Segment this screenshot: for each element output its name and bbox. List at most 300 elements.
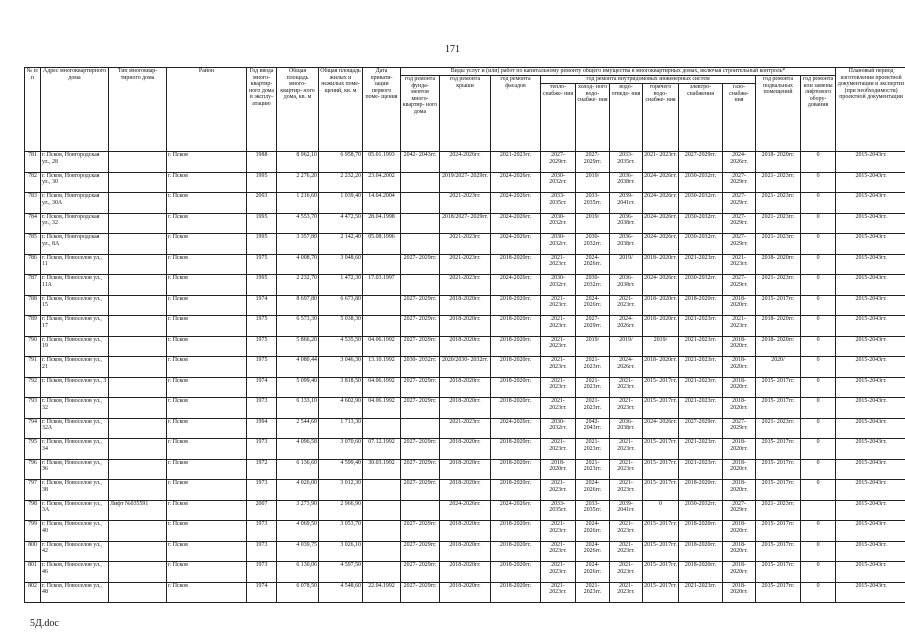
cell-year: 2003	[247, 193, 277, 214]
cell-number: 801	[25, 562, 41, 583]
cell-residential-area: 2 966,90	[319, 500, 363, 521]
cell-privatization-date: 04.06.1992	[363, 398, 401, 419]
cell-year: 1973	[247, 398, 277, 419]
cell-facade: 2018-2020гг.	[491, 480, 541, 501]
cell-privatization-date	[363, 500, 401, 521]
cell-district: г. Псков	[167, 152, 247, 173]
cell-total-area: 8 697,80	[277, 295, 319, 316]
cell-roof: 2020/2030- 2032гг.	[440, 357, 491, 378]
cell-sewer: 2039- 2041гг.	[610, 500, 643, 521]
cell-privatization-date: 05.01.1993	[363, 152, 401, 173]
cell-basement: 2021- 2023гг.	[756, 193, 801, 214]
table-row	[25, 377, 905, 398]
cell-heat: 2030- 2032гг.	[541, 418, 576, 439]
cell-roof: 2021-2023гг.	[440, 254, 491, 275]
cell-gas: 2018- 2020гг.	[723, 582, 756, 603]
cell-type	[109, 152, 167, 173]
cell-facade: 2018-2020гг.	[491, 377, 541, 398]
header-sewer: водо- отведе- ния	[610, 84, 643, 152]
cell-year: 1973	[247, 541, 277, 562]
cell-year: 1974	[247, 582, 277, 603]
cell-facade: 2024-2026гг.	[491, 234, 541, 255]
cell-address: г. Псков, Новоселов ул., 3	[41, 377, 109, 398]
footer-filename: 5Д.doc	[30, 618, 59, 629]
cell-plan-period: 2015-2043гг.	[836, 172, 905, 193]
table-row	[25, 500, 905, 521]
cell-sewer: 2021- 2023гг.	[610, 398, 643, 419]
cell-number: 787	[25, 275, 41, 296]
cell-number: 798	[25, 500, 41, 521]
cell-lift: 0	[801, 336, 836, 357]
cell-cold-water: 2030- 2032гг.	[576, 234, 610, 255]
cell-heat: 2021- 2023гг.	[541, 254, 576, 275]
cell-roof: 2018/2027- 2029гг.	[440, 213, 491, 234]
header-engineering-systems: год ремонта внутридомовых инженерных систем	[541, 76, 756, 84]
cell-basement: 2015- 2017гг.	[756, 398, 801, 419]
cell-lift: 0	[801, 295, 836, 316]
cell-hot-water: 2015- 2017гг.	[643, 459, 679, 480]
cell-roof: 2018-2020гг.	[440, 316, 491, 337]
cell-sewer: 2019/	[610, 254, 643, 275]
cell-gas: 2027- 2029гг.	[723, 500, 756, 521]
cell-total-area: 2 276,20	[277, 172, 319, 193]
cell-year: 2007	[247, 500, 277, 521]
cell-number: 793	[25, 398, 41, 419]
cell-hot-water: 2018- 2020гг.	[643, 295, 679, 316]
cell-type	[109, 439, 167, 460]
table-row	[25, 562, 905, 583]
cell-number: 794	[25, 418, 41, 439]
cell-sewer: 2033- 2035гг.	[610, 152, 643, 173]
cell-year: 1974	[247, 295, 277, 316]
cell-number: 788	[25, 295, 41, 316]
cell-address: г. Псков, Новгородская ул., 8А	[41, 234, 109, 255]
cell-plan-period: 2015-2043гг.	[836, 500, 905, 521]
cell-hot-water: 2015- 2017гг.	[643, 562, 679, 583]
cell-lift: 0	[801, 213, 836, 234]
cell-cold-water: 2021- 2023гг.	[576, 439, 610, 460]
cell-district: г. Псков	[167, 562, 247, 583]
cell-year: 1988	[247, 152, 277, 173]
cell-district: г. Псков	[167, 193, 247, 214]
cell-facade: 2018-2020гг.	[491, 562, 541, 583]
cell-basement: 2015- 2017гг.	[756, 377, 801, 398]
cell-gas: 2018- 2020гг.	[723, 295, 756, 316]
cell-heat: 2030- 2032гг.	[541, 234, 576, 255]
cell-roof: 2018-2020гг.	[440, 459, 491, 480]
cell-district: г. Псков	[167, 582, 247, 603]
cell-heat: 2033- 2035гг.	[541, 193, 576, 214]
cell-privatization-date: 04.06.1992	[363, 336, 401, 357]
cell-privatization-date	[363, 418, 401, 439]
header-basement: год ремонта подвальных помещений	[756, 76, 801, 152]
cell-gas: 2024- 2026гг.	[723, 152, 756, 173]
cell-total-area: 4 096,58	[277, 439, 319, 460]
cell-roof: 2018-2020гг.	[440, 398, 491, 419]
cell-electric: 2018-2020гг.	[679, 295, 723, 316]
header-total-area: Общая площадь много- квартир- ного дома, кв. м	[277, 68, 319, 152]
cell-number: 802	[25, 582, 41, 603]
cell-year: 1973	[247, 439, 277, 460]
cell-hot-water: 2018- 2020гг.	[643, 254, 679, 275]
cell-privatization-date: 05.08.1996	[363, 234, 401, 255]
cell-roof: 2021-2023гг.	[440, 418, 491, 439]
cell-privatization-date	[363, 316, 401, 337]
cell-total-area: 6 078,50	[277, 582, 319, 603]
cell-lift: 0	[801, 275, 836, 296]
cell-foundation: 2027- 2029гг.	[401, 295, 440, 316]
cell-sewer: 2021- 2023гг.	[610, 459, 643, 480]
cell-cold-water: 2024- 2026гг.	[576, 541, 610, 562]
cell-residential-area: 4 472,50	[319, 213, 363, 234]
cell-gas: 2027- 2029гг.	[723, 193, 756, 214]
cell-cold-water: 2024- 2026гг.	[576, 254, 610, 275]
header-facade: год ремонта фасадов	[491, 76, 541, 152]
cell-electric: 2021-2023гг.	[679, 377, 723, 398]
cell-electric: 2021-2023гг.	[679, 398, 723, 419]
cell-electric: 2030-2032гг.	[679, 234, 723, 255]
cell-facade: 2018-2020гг.	[491, 582, 541, 603]
cell-basement: 2021- 2023гг.	[756, 418, 801, 439]
cell-sewer: 2021- 2023гг.	[610, 295, 643, 316]
cell-year: 1974	[247, 377, 277, 398]
cell-address: г. Псков, Новоселов ул., 32	[41, 398, 109, 419]
cell-lift: 0	[801, 254, 836, 275]
cell-heat: 2021- 2023гг.	[541, 377, 576, 398]
cell-type	[109, 213, 167, 234]
cell-cold-water: 2024- 2026гг.	[576, 295, 610, 316]
cell-lift: 0	[801, 193, 836, 214]
cell-address: г. Псков, Новоселов ул., 46	[41, 562, 109, 583]
cell-address: г. Псков, Новоселов ул., 19	[41, 336, 109, 357]
cell-roof: 2021-2023гг.	[440, 275, 491, 296]
cell-basement: 2021- 2023гг.	[756, 234, 801, 255]
cell-foundation: 2027- 2029гг.	[401, 459, 440, 480]
cell-plan-period: 2015-2043гг.	[836, 377, 905, 398]
cell-lift: 0	[801, 398, 836, 419]
cell-address: г. Псков, Новгородская ул., 30А	[41, 193, 109, 214]
cell-foundation	[401, 500, 440, 521]
cell-cold-water: 2027- 2029гг.	[576, 316, 610, 337]
cell-privatization-date	[363, 562, 401, 583]
cell-gas: 2018- 2020гг.	[723, 541, 756, 562]
cell-basement: 2015- 2017гг.	[756, 541, 801, 562]
cell-district: г. Псков	[167, 172, 247, 193]
cell-facade: 2018-2020гг.	[491, 336, 541, 357]
cell-roof: 2024-2026гг.	[440, 152, 491, 173]
cell-lift: 0	[801, 541, 836, 562]
cell-type: Лифт №035591	[109, 500, 167, 521]
cell-number: 795	[25, 439, 41, 460]
cell-lift: 0	[801, 439, 836, 460]
cell-total-area: 2 232,70	[277, 275, 319, 296]
cell-total-area: 6 130,06	[277, 562, 319, 583]
table-header	[25, 68, 905, 152]
cell-cold-water: 2019/	[576, 336, 610, 357]
cell-cold-water: 2024- 2026гг.	[576, 562, 610, 583]
cell-total-area: 5 866,20	[277, 336, 319, 357]
cell-sewer: 2021- 2023гг.	[610, 541, 643, 562]
capital-repair-table-container	[24, 67, 905, 603]
cell-facade: 2018-2020гг.	[491, 295, 541, 316]
cell-district: г. Псков	[167, 213, 247, 234]
cell-roof: 2018-2020гг.	[440, 336, 491, 357]
cell-total-area: 4 553,70	[277, 213, 319, 234]
cell-facade: 2024-2026гг.	[491, 193, 541, 214]
cell-residential-area: 3 053,70	[319, 521, 363, 542]
cell-heat: 2021- 2023гг.	[541, 521, 576, 542]
header-residential-area: Общая площадь жилых и нежилых поме- щений, кв. м	[319, 68, 363, 152]
cell-plan-period: 2015-2043гг.	[836, 541, 905, 562]
cell-residential-area: 1 039,40	[319, 193, 363, 214]
cell-plan-period: 2015-2043гг.	[836, 275, 905, 296]
cell-hot-water: 2024- 2026гг.	[643, 172, 679, 193]
table-row	[25, 439, 905, 460]
cell-facade: 2018-2020гг.	[491, 357, 541, 378]
cell-plan-period: 2015-2043гг.	[836, 152, 905, 173]
cell-gas: 2027- 2029гг.	[723, 234, 756, 255]
cell-district: г. Псков	[167, 357, 247, 378]
cell-facade: 2018-2020гг.	[491, 459, 541, 480]
cell-foundation: 2030- 2032гг.	[401, 357, 440, 378]
cell-lift: 0	[801, 521, 836, 542]
header-privatization-date: Дата привати- зации первого поме- щения	[363, 68, 401, 152]
cell-number: 789	[25, 316, 41, 337]
cell-facade: 2018-2020гг.	[491, 316, 541, 337]
cell-foundation: 2027- 2029гг.	[401, 582, 440, 603]
cell-year: 1975	[247, 316, 277, 337]
cell-cold-water: 2024- 2026гг.	[576, 480, 610, 501]
cell-facade: 2018-2020гг.	[491, 521, 541, 542]
cell-number: 782	[25, 172, 41, 193]
cell-district: г. Псков	[167, 541, 247, 562]
cell-total-area: 4 008,70	[277, 254, 319, 275]
cell-electric: 2030-2032гг.	[679, 275, 723, 296]
cell-foundation	[401, 172, 440, 193]
cell-plan-period: 2015-2043гг.	[836, 562, 905, 583]
cell-roof: 2024-2026гг.	[440, 500, 491, 521]
cell-heat: 2030- 2032гг.	[541, 172, 576, 193]
cell-cold-water: 2019/	[576, 213, 610, 234]
cell-electric: 2030-2032гг.	[679, 500, 723, 521]
cell-facade: 2018-2020гг.	[491, 439, 541, 460]
cell-hot-water: 2024- 2026гг.	[643, 234, 679, 255]
cell-number: 799	[25, 521, 41, 542]
cell-roof: 2019/2027- 2029гг.	[440, 172, 491, 193]
cell-privatization-date: 23.04.2002	[363, 172, 401, 193]
cell-district: г. Псков	[167, 295, 247, 316]
cell-privatization-date: 14.04.2004	[363, 193, 401, 214]
cell-foundation: 2027- 2029гг.	[401, 336, 440, 357]
cell-privatization-date: 07.12.1992	[363, 439, 401, 460]
cell-facade: 2021-2023гг.	[491, 152, 541, 173]
cell-gas: 2018- 2020гг.	[723, 357, 756, 378]
cell-foundation: 2027- 2029гг.	[401, 562, 440, 583]
cell-type	[109, 398, 167, 419]
header-num: № п/п	[25, 68, 41, 152]
table-row	[25, 213, 905, 234]
cell-address: г. Псков, Новоселов ул., 36	[41, 459, 109, 480]
cell-number: 792	[25, 377, 41, 398]
cell-heat: 2021- 2023гг.	[541, 562, 576, 583]
cell-gas: 2018- 2020гг.	[723, 336, 756, 357]
cell-privatization-date: 28.04.1998	[363, 213, 401, 234]
table-row	[25, 152, 905, 173]
cell-type	[109, 295, 167, 316]
cell-sewer: 2039- 2041гг.	[610, 193, 643, 214]
cell-residential-area: 4 548,60	[319, 582, 363, 603]
cell-hot-water: 2015- 2017гг.	[643, 398, 679, 419]
cell-lift: 0	[801, 582, 836, 603]
cell-address: г. Псков, Новоселов ул., 15	[41, 295, 109, 316]
cell-residential-area: 3 818,50	[319, 377, 363, 398]
cell-year: 1972	[247, 459, 277, 480]
cell-foundation: 2027- 2029гг.	[401, 480, 440, 501]
cell-gas: 2018- 2020гг.	[723, 439, 756, 460]
cell-total-area: 4 039,75	[277, 541, 319, 562]
cell-foundation	[401, 275, 440, 296]
cell-foundation	[401, 193, 440, 214]
cell-plan-period: 2015-2043гг.	[836, 480, 905, 501]
cell-lift: 0	[801, 234, 836, 255]
cell-year: 1975	[247, 357, 277, 378]
cell-lift: 0	[801, 377, 836, 398]
cell-roof: 2018-2020гг.	[440, 541, 491, 562]
table-row	[25, 172, 905, 193]
cell-number: 783	[25, 193, 41, 214]
cell-lift: 0	[801, 357, 836, 378]
cell-lift: 0	[801, 152, 836, 173]
header-lift: год ремонта или замены лифтового обору- дования	[801, 76, 836, 152]
cell-plan-period: 2015-2043гг.	[836, 234, 905, 255]
cell-hot-water: 2015- 2017гг.	[643, 541, 679, 562]
cell-gas: 2018- 2020гг.	[723, 377, 756, 398]
cell-type	[109, 336, 167, 357]
cell-heat: 2018- 2020гг.	[541, 459, 576, 480]
cell-total-area: 6 133,10	[277, 398, 319, 419]
cell-sewer: 2036- 2038гг.	[610, 172, 643, 193]
cell-privatization-date	[363, 541, 401, 562]
cell-district: г. Псков	[167, 254, 247, 275]
cell-sewer: 2024- 2026гг.	[610, 357, 643, 378]
cell-year: 1975	[247, 336, 277, 357]
cell-heat: 2021- 2023гг.	[541, 439, 576, 460]
header-works-group: Виды услуг и (или) работ по капитальному ремонту общего имущества в многоквартирных домах, включая строительный контроль*	[401, 68, 836, 76]
cell-privatization-date	[363, 521, 401, 542]
cell-type	[109, 234, 167, 255]
cell-district: г. Псков	[167, 234, 247, 255]
cell-lift: 0	[801, 480, 836, 501]
cell-gas: 2027- 2029гг.	[723, 418, 756, 439]
cell-foundation: 2027- 2029гг.	[401, 521, 440, 542]
cell-hot-water: 2024- 2026гг.	[643, 213, 679, 234]
cell-residential-area: 2 232,20	[319, 172, 363, 193]
cell-total-area: 6 573,30	[277, 316, 319, 337]
cell-privatization-date	[363, 480, 401, 501]
header-hot-water: горячего водо- снабже- ния	[643, 84, 679, 152]
cell-privatization-date: 17.03.1997	[363, 275, 401, 296]
cell-total-area: 5 099,40	[277, 377, 319, 398]
cell-address: г. Псков, Новоселов ул., 21	[41, 357, 109, 378]
capital-repair-table	[24, 67, 905, 603]
cell-gas: 2018- 2020гг.	[723, 562, 756, 583]
cell-basement: 2015- 2017гг.	[756, 582, 801, 603]
cell-facade: 2018-2020гг.	[491, 398, 541, 419]
cell-facade: 2024-2026гг.	[491, 213, 541, 234]
cell-type	[109, 562, 167, 583]
cell-sewer: 2019/	[610, 336, 643, 357]
cell-privatization-date: 30.03.1992	[363, 459, 401, 480]
cell-cold-water: 2024- 2026гг.	[576, 521, 610, 542]
cell-facade: 2024-2026гг.	[491, 172, 541, 193]
cell-number: 797	[25, 480, 41, 501]
cell-gas: 2027- 2029гг.	[723, 172, 756, 193]
cell-gas: 2021- 2023гг.	[723, 254, 756, 275]
cell-year: 1975	[247, 254, 277, 275]
cell-sewer: 2036- 2038гг.	[610, 213, 643, 234]
cell-sewer: 2021- 2023гг.	[610, 521, 643, 542]
cell-facade: 2018-2020гг.	[491, 254, 541, 275]
cell-heat: 2021- 2023гг.	[541, 316, 576, 337]
cell-plan-period: 2015-2043гг.	[836, 439, 905, 460]
cell-roof: 2018-2020гг.	[440, 377, 491, 398]
cell-cold-water: 2027- 2029гг.	[576, 152, 610, 173]
header-cold-water: холод- ного водо- снабже- ния	[576, 84, 610, 152]
cell-type	[109, 541, 167, 562]
cell-gas: 2018- 2020гг.	[723, 480, 756, 501]
cell-privatization-date: 13.10.1992	[363, 357, 401, 378]
page-number: 171	[445, 44, 460, 55]
cell-number: 784	[25, 213, 41, 234]
cell-privatization-date	[363, 295, 401, 316]
cell-plan-period: 2015-2043гг.	[836, 459, 905, 480]
cell-lift: 0	[801, 459, 836, 480]
cell-type	[109, 582, 167, 603]
cell-electric: 2021-2023гг.	[679, 254, 723, 275]
cell-year: 1995	[247, 275, 277, 296]
table-row	[25, 295, 905, 316]
cell-cold-water: 2042- 2043гг.	[576, 418, 610, 439]
cell-foundation: 2027- 2029гг.	[401, 254, 440, 275]
cell-plan-period: 2015-2043гг.	[836, 398, 905, 419]
cell-hot-water: 2024- 2026гг.	[643, 193, 679, 214]
cell-total-area: 4 069,50	[277, 521, 319, 542]
cell-type	[109, 377, 167, 398]
cell-total-area: 8 962,10	[277, 152, 319, 173]
table-row	[25, 193, 905, 214]
cell-lift	[801, 500, 836, 521]
cell-roof: 2021-2023гг.	[440, 234, 491, 255]
cell-address: г. Псков, Новоселов ул., 48	[41, 582, 109, 603]
cell-hot-water: 2015- 2017гг.	[643, 582, 679, 603]
cell-heat: 2021- 2023гг.	[541, 336, 576, 357]
table-row	[25, 275, 905, 296]
cell-sewer: 2024- 2026гг.	[610, 316, 643, 337]
cell-residential-area: 4 602,90	[319, 398, 363, 419]
cell-sewer: 2021- 2023гг.	[610, 480, 643, 501]
cell-type	[109, 275, 167, 296]
cell-residential-area: 3 048,60	[319, 254, 363, 275]
cell-plan-period: 2015-2043гг.	[836, 521, 905, 542]
cell-roof: 2018-2020гг.	[440, 295, 491, 316]
cell-lift: 0	[801, 562, 836, 583]
cell-total-area: 4 080,44	[277, 357, 319, 378]
cell-privatization-date: 22.04.1992	[363, 582, 401, 603]
cell-hot-water: 2024- 2026гг.	[643, 418, 679, 439]
cell-address: г. Псков, Новгородская ул., 32	[41, 213, 109, 234]
cell-district: г. Псков	[167, 480, 247, 501]
cell-plan-period: 2015-2043гг.	[836, 193, 905, 214]
